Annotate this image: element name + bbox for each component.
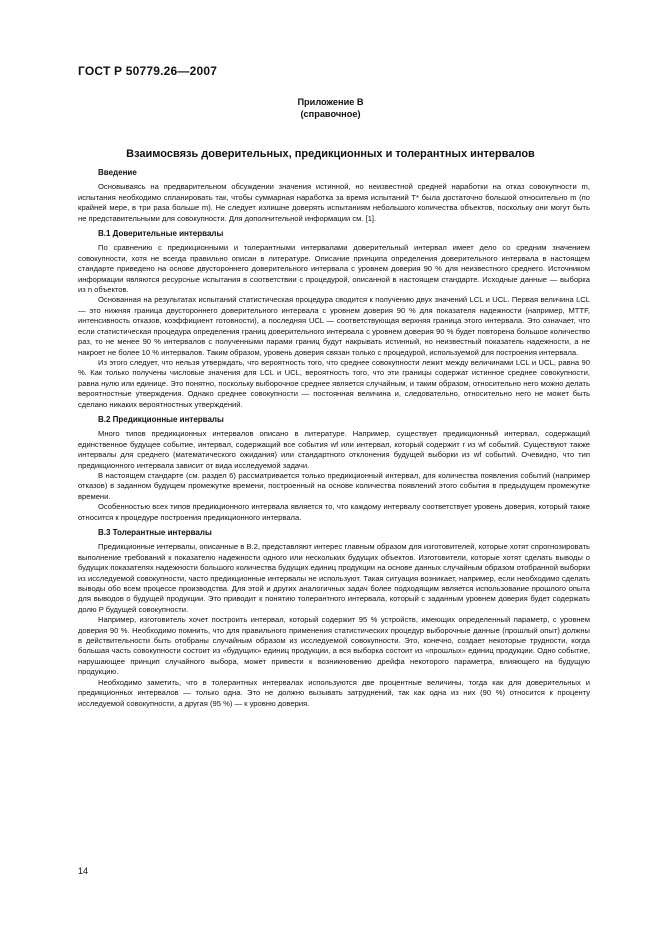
- paragraph: Предикционные интервалы, описанные в В.2, представляют интерес главным образом для изготовителей, которые хотят спрогнозировать выполнение требований к показателю надежности одного или нескольких будущих объектов. Изготовители, которые хотят сделать выводы о будущих показателях надежности большого количества будущих единиц продукции на основе данных случайным образом отобранной выборки из исследуемой совокупности, часто предикционные интервалы не используют. Такая ситуация возникает, например, если необходимо сделать выводы обо всем процессе производства. Для этой и других аналогичных задач более подходящим является использование прошлого опыта для выводов о будущей продукции. Это приводит к понятию толерантного интервала, который с заданным уровнем доверия будет содержать долю P будущей совокупности.: [78, 542, 590, 614]
- page-number: 14: [78, 866, 89, 876]
- paragraph: Основанная на результатах испытаний статистическая процедура сводится к получению двух значений LCL и UCL. Первая величина LCL — это нижняя граница двустороннего доверительного интервала с уровнем доверия 90 % для показателя надежности (например, MTTF, интенсивность отказов, коэффициент готовности), а последняя UCL — соответствующая верхняя граница этого интервала. Это означает, что если статистическая процедура определения границ доверительного интервала с уровнем доверия 90 % будет повторена большое количество раз, то не менее 90 % интервалов с полученными парами границ будут накрывать истинный, но неизвестный показатель надежности, а не накроет не более 10 % интервалов. Таким образом, уровень доверия связан только с процедурой, используемой для построения интервала.: [78, 295, 590, 357]
- paragraph: Основываясь на предварительном обсуждении значения истинной, но неизвестной средней наработки на отказ совокупности m, испытания необходимо спланировать так, чтобы суммарная наработка за время испытаний T* была достаточно большой относительно m (по крайней мере, в три раза больше m). Не следует излишне доверять испытаниям небольшого количества объектов, поскольку они могут быть не представительными для совокупности. Для дополнительной информации см. [1].: [78, 182, 590, 223]
- annex-note: (справочное): [300, 109, 361, 119]
- paragraph: Особенностью всех типов предикционного интервала является то, что каждому интервалу соответствует уровень доверия, который также относится к процедуре построения предикционного интервала.: [78, 502, 590, 522]
- document-body: [78, 168, 590, 709]
- document-header: ГОСТ Р 50779.26—2007: [78, 64, 218, 78]
- document-title: Взаимосвязь доверительных, предикционных и толерантных интервалов: [126, 148, 535, 160]
- annex-title: Приложение В: [297, 97, 364, 107]
- paragraph: Например, изготовитель хочет построить интервал, который содержит 95 % устройств, имеющих определенный параметр, с уровнем доверия 90 %. Необходимо помнить, что для правильного применения статистических процедур выборочные данные (прошлый опыт) должны в действительности быть отобраны случайным образом из исследуемой совокупности. Это, конечно, создает некоторые трудности, когда большая часть совокупности состоит из «будущих» единиц продукции, а вся выборка состоит из «прошлых» единиц продукции. Одно событие, нарушающее принцип случайного выбора, может привести к возникновению дрейфа некоторого параметра, влияющего на будущую продукцию.: [78, 615, 590, 677]
- paragraph: Необходимо заметить, что в толерантных интервалах используются две процентные величины, тогда как для доверительных и предикционных интервалов — только одна. Это не должно вызывать затруднений, так как одна из них (90 %) относится к проценту исследуемой совокупности, а другая (95 %) — к уровню доверия.: [78, 677, 590, 708]
- section-heading: В.1 Доверительные интервалы: [98, 229, 224, 239]
- paragraph: Много типов предикционных интервалов описано в литературе. Например, существует предикционный интервал, содержащий единственное будущее событие, интервал, содержащий все события wf или интервал, который содержит r из wf событий. Существуют также интервалы для среднего (математического ожидания) или стандартного отклонения будущей выборки из wf событий. Очевидно, что тип предикционного интервала зависит от вида исследуемой задачи.: [78, 429, 590, 470]
- paragraph: Из этого следует, что нельзя утверждать, что вероятность того, что среднее совокупности лежит между величинами LCL и UCL, равна 90 %. Как только получены числовые значения для LCL и UCL, вероятность того, что эти границы содержат истинное среднее совокупности, равна нулю или единице. Это понятно, поскольку выборочное среднее является случайным, и таким образом, относительно него можно делать вероятностные утверждения. Однако среднее совокупности — постоянная величина и, следовательно, относительно него не может быть сделано никаких вероятностных утверждений.: [78, 357, 590, 409]
- paragraph: В настоящем стандарте (см. раздел 6) рассматривается только предикционный интервал, для количества появления событий (например отказов) в заданном будущем промежутке времени, построенный на основе количества появлений этого события в предыдущем промежутке времени.: [78, 470, 590, 501]
- paragraph: По сравнению с предикционными и толерантными интервалами доверительный интервал имеет дело со средним значением совокупности, хотя не всегда правильно описан в литературе. Описание принципа определения доверительного интервала в настоящем стандарте приведено на основе двустороннего доверительного интервала с уровнем доверия 90 % для неизвестного среднего. Источником информации являются ресурсные испытания в соответствии с процедурой, описанной в настоящем стандарте. Исходные данные — выборка из n объектов.: [78, 243, 590, 295]
- section-heading: В.2 Предикционные интервалы: [98, 414, 224, 424]
- section-heading: Введение: [98, 168, 137, 177]
- section-heading: В.3 Толерантные интервалы: [98, 528, 212, 537]
